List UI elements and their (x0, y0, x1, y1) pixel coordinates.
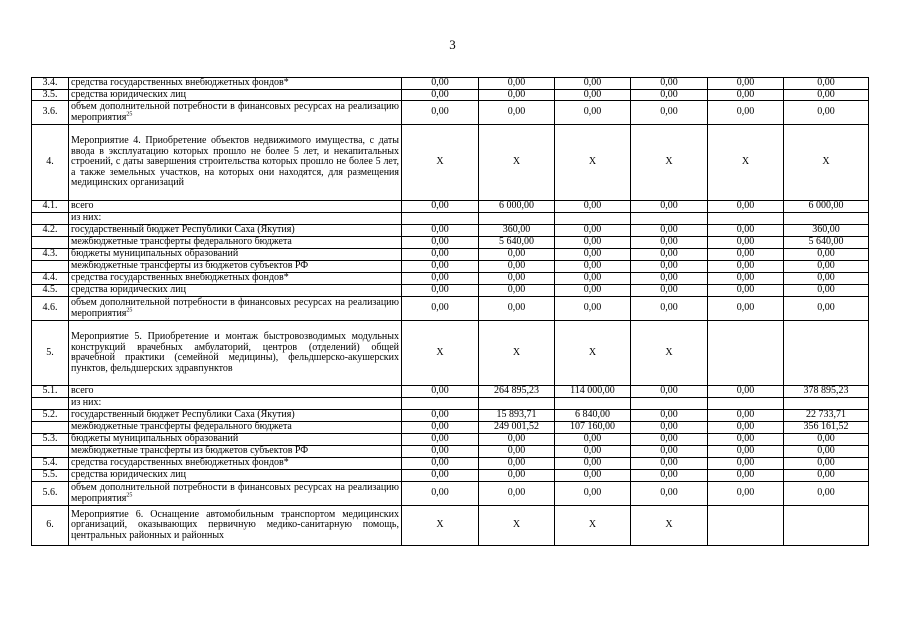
value-cell-1: 0,00 (402, 410, 479, 422)
table-row (32, 434, 869, 446)
value-cell-5 (708, 398, 784, 410)
value-cell-1: 0,00 (402, 89, 479, 101)
value-cell-6: 0,00 (784, 273, 869, 285)
row-description (69, 249, 402, 261)
value-cell-3: 0,00 (555, 101, 631, 125)
value-cell-6 (784, 213, 869, 225)
row-description (69, 125, 402, 201)
row-number: 6. (32, 506, 69, 546)
value-cell-1: 0,00 (402, 101, 479, 125)
value-cell-2: X (479, 506, 555, 546)
value-cell-1: 0,00 (402, 249, 479, 261)
value-cell-2: 0,00 (479, 458, 555, 470)
value-cell-1: 0,00 (402, 422, 479, 434)
row-number: 5.2. (32, 410, 69, 422)
financing-table (31, 77, 869, 546)
value-cell-2: X (479, 321, 555, 386)
value-cell-2: 360,00 (479, 225, 555, 237)
row-description (69, 273, 402, 285)
row-description-text: объем дополнительной потребности в финансовых ресурсах на реализацию мероприятия (71, 101, 399, 123)
value-cell-3: X (555, 125, 631, 201)
table-row (32, 101, 869, 125)
row-description-text: государственный бюджет Республики Саха (Якутия) (71, 224, 295, 236)
table-row (32, 125, 869, 201)
value-cell-5 (708, 506, 784, 546)
value-cell-3: 0,00 (555, 273, 631, 285)
row-description (69, 410, 402, 422)
value-cell-5: 0,00 (708, 201, 784, 213)
row-number (32, 261, 69, 273)
table-row (32, 458, 869, 470)
value-cell-6: 6 000,00 (784, 201, 869, 213)
table-row (32, 470, 869, 482)
value-cell-1: X (402, 506, 479, 546)
row-description (69, 321, 402, 386)
row-number (32, 422, 69, 434)
value-cell-4: 0,00 (631, 470, 708, 482)
value-cell-3: 0,00 (555, 434, 631, 446)
value-cell-1: 0,00 (402, 261, 479, 273)
table-body (32, 78, 869, 546)
value-cell-1: 0,00 (402, 446, 479, 458)
row-number: 4.4. (32, 273, 69, 285)
row-description-text: средства юридических лиц (71, 469, 186, 481)
value-cell-2: 0,00 (479, 434, 555, 446)
row-description-text: средства государственных внебюджетных фондов* (71, 272, 289, 284)
value-cell-1: 0,00 (402, 482, 479, 506)
value-cell-5: 0,00 (708, 458, 784, 470)
value-cell-6: X (784, 125, 869, 201)
table-row (32, 201, 869, 213)
value-cell-6: 0,00 (784, 89, 869, 101)
row-number: 5.5. (32, 470, 69, 482)
row-description (69, 398, 402, 410)
row-description-text: всего (71, 385, 94, 397)
row-description (69, 506, 402, 546)
value-cell-6 (784, 506, 869, 546)
row-description-text: государственный бюджет Республики Саха (Якутия) (71, 409, 295, 421)
value-cell-3: 0,00 (555, 225, 631, 237)
value-cell-3: X (555, 321, 631, 386)
value-cell-3: 107 160,00 (555, 422, 631, 434)
value-cell-1: 0,00 (402, 297, 479, 321)
row-description-text: межбюджетные трансферты федерального бюджета (71, 236, 292, 248)
value-cell-5: 0,00 (708, 249, 784, 261)
value-cell-4: 0,00 (631, 458, 708, 470)
value-cell-2: 0,00 (479, 482, 555, 506)
value-cell-3: 0,00 (555, 285, 631, 297)
value-cell-5: 0,00 (708, 434, 784, 446)
row-number (32, 213, 69, 225)
footnote-marker: 25 (126, 492, 133, 499)
value-cell-5: X (708, 125, 784, 201)
value-cell-6: 0,00 (784, 297, 869, 321)
value-cell-3: 6 840,00 (555, 410, 631, 422)
value-cell-2: 249 001,52 (479, 422, 555, 434)
value-cell-6: 0,00 (784, 101, 869, 125)
value-cell-5: 0,00 (708, 237, 784, 249)
row-description (69, 78, 402, 90)
value-cell-2: 0,00 (479, 78, 555, 90)
value-cell-1: X (402, 125, 479, 201)
row-number: 4.5. (32, 285, 69, 297)
value-cell-6 (784, 398, 869, 410)
row-number: 3.4. (32, 78, 69, 90)
value-cell-1: 0,00 (402, 201, 479, 213)
value-cell-6: 22 733,71 (784, 410, 869, 422)
value-cell-1 (402, 398, 479, 410)
value-cell-6: 0,00 (784, 482, 869, 506)
value-cell-1: 0,00 (402, 470, 479, 482)
value-cell-4: 0,00 (631, 410, 708, 422)
value-cell-2: 5 640,00 (479, 237, 555, 249)
value-cell-4: 0,00 (631, 285, 708, 297)
row-number: 5.3. (32, 434, 69, 446)
row-description-text: средства юридических лиц (71, 284, 186, 296)
table-row (32, 422, 869, 434)
value-cell-5: 0,00 (708, 225, 784, 237)
value-cell-4 (631, 398, 708, 410)
table-row (32, 410, 869, 422)
value-cell-5 (708, 213, 784, 225)
row-description-text: Мероприятие 6. Оснащение автомобильным транспортом медицинских организаций, оказывающих первичную медико-санитарную помощь, центральных районных и районных (71, 508, 399, 541)
row-number: 5.1. (32, 386, 69, 398)
value-cell-6: 378 895,23 (784, 386, 869, 398)
value-cell-5: 0,00 (708, 285, 784, 297)
value-cell-2 (479, 213, 555, 225)
value-cell-3: 0,00 (555, 446, 631, 458)
value-cell-4: 0,00 (631, 297, 708, 321)
page-number: 3 (449, 37, 456, 52)
value-cell-5: 0,00 (708, 446, 784, 458)
value-cell-6: 0,00 (784, 434, 869, 446)
value-cell-3 (555, 398, 631, 410)
row-description (69, 237, 402, 249)
value-cell-1: 0,00 (402, 434, 479, 446)
value-cell-3: 0,00 (555, 78, 631, 90)
value-cell-6: 0,00 (784, 285, 869, 297)
row-description-text: из них: (71, 397, 102, 409)
value-cell-2: 0,00 (479, 285, 555, 297)
value-cell-4: 0,00 (631, 89, 708, 101)
value-cell-1: 0,00 (402, 225, 479, 237)
row-number: 4.6. (32, 297, 69, 321)
table-row (32, 386, 869, 398)
value-cell-2: X (479, 125, 555, 201)
value-cell-4 (631, 213, 708, 225)
value-cell-2: 0,00 (479, 470, 555, 482)
value-cell-4: 0,00 (631, 225, 708, 237)
table-row (32, 273, 869, 285)
value-cell-5: 0,00 (708, 386, 784, 398)
row-number (32, 398, 69, 410)
row-description-text: из них: (71, 212, 102, 224)
value-cell-3: 0,00 (555, 89, 631, 101)
value-cell-2: 0,00 (479, 446, 555, 458)
value-cell-4: 0,00 (631, 261, 708, 273)
value-cell-2: 15 893,71 (479, 410, 555, 422)
row-description-text: межбюджетные трансферты из бюджетов субъектов РФ (71, 445, 309, 457)
row-number: 3.5. (32, 89, 69, 101)
value-cell-1: 0,00 (402, 78, 479, 90)
row-description (69, 458, 402, 470)
row-description (69, 101, 402, 125)
table-row (32, 398, 869, 410)
row-description-text: межбюджетные трансферты из бюджетов субъектов РФ (71, 260, 309, 272)
table-row (32, 225, 869, 237)
table-row (32, 237, 869, 249)
value-cell-2: 0,00 (479, 273, 555, 285)
table-row (32, 89, 869, 101)
row-description (69, 482, 402, 506)
value-cell-4: 0,00 (631, 201, 708, 213)
value-cell-6: 0,00 (784, 249, 869, 261)
value-cell-5: 0,00 (708, 101, 784, 125)
value-cell-2 (479, 398, 555, 410)
row-number: 4.2. (32, 225, 69, 237)
value-cell-4: 0,00 (631, 78, 708, 90)
value-cell-2: 0,00 (479, 101, 555, 125)
value-cell-4: 0,00 (631, 386, 708, 398)
row-number: 5.4. (32, 458, 69, 470)
value-cell-5 (708, 321, 784, 386)
value-cell-4: 0,00 (631, 446, 708, 458)
value-cell-3: 0,00 (555, 261, 631, 273)
row-description-text: бюджеты муниципальных образований (71, 248, 239, 260)
value-cell-1 (402, 213, 479, 225)
value-cell-5: 0,00 (708, 410, 784, 422)
row-description-text: бюджеты муниципальных образований (71, 433, 239, 445)
value-cell-3: 0,00 (555, 201, 631, 213)
value-cell-6 (784, 321, 869, 386)
value-cell-1: 0,00 (402, 458, 479, 470)
value-cell-6: 0,00 (784, 470, 869, 482)
value-cell-5: 0,00 (708, 273, 784, 285)
row-description (69, 386, 402, 398)
table-row (32, 261, 869, 273)
value-cell-6: 5 640,00 (784, 237, 869, 249)
value-cell-2: 0,00 (479, 89, 555, 101)
value-cell-6: 360,00 (784, 225, 869, 237)
value-cell-3: 0,00 (555, 249, 631, 261)
row-description (69, 470, 402, 482)
value-cell-3: X (555, 506, 631, 546)
value-cell-2: 0,00 (479, 297, 555, 321)
table-row (32, 285, 869, 297)
value-cell-3: 0,00 (555, 470, 631, 482)
value-cell-4: 0,00 (631, 273, 708, 285)
row-description (69, 225, 402, 237)
value-cell-5: 0,00 (708, 89, 784, 101)
table-row (32, 78, 869, 90)
value-cell-1: 0,00 (402, 273, 479, 285)
value-cell-5: 0,00 (708, 78, 784, 90)
value-cell-1: 0,00 (402, 285, 479, 297)
value-cell-3: 0,00 (555, 297, 631, 321)
value-cell-4: 0,00 (631, 249, 708, 261)
table-row (32, 506, 869, 546)
row-description (69, 285, 402, 297)
row-description-text: Мероприятие 5. Приобретение и монтаж быстровозводимых модульных конструкций врачебных амбулаторий, центров (отделений) общей врачебной практики (семейной медицины), фельдшерско-акушерских пунктов, фельдшерских здравпунктов (71, 331, 399, 374)
row-description (69, 297, 402, 321)
row-number: 3.6. (32, 101, 69, 125)
row-description-text: объем дополнительной потребности в финансовых ресурсах на реализацию мероприятия (71, 297, 399, 319)
value-cell-4: 0,00 (631, 101, 708, 125)
value-cell-4: X (631, 506, 708, 546)
row-description (69, 201, 402, 213)
value-cell-6: 356 161,52 (784, 422, 869, 434)
value-cell-5: 0,00 (708, 261, 784, 273)
value-cell-5: 0,00 (708, 482, 784, 506)
value-cell-4: 0,00 (631, 434, 708, 446)
row-number: 4.3. (32, 249, 69, 261)
row-number (32, 446, 69, 458)
value-cell-1: X (402, 321, 479, 386)
row-description-text: средства юридических лиц (71, 88, 186, 100)
value-cell-6: 0,00 (784, 446, 869, 458)
value-cell-2: 6 000,00 (479, 201, 555, 213)
row-number (32, 237, 69, 249)
value-cell-5: 0,00 (708, 422, 784, 434)
value-cell-2: 0,00 (479, 261, 555, 273)
value-cell-2: 264 895,23 (479, 386, 555, 398)
table-row (32, 213, 869, 225)
table-row (32, 249, 869, 261)
table-row (32, 482, 869, 506)
table-row (32, 297, 869, 321)
value-cell-1: 0,00 (402, 237, 479, 249)
value-cell-3 (555, 213, 631, 225)
row-description-text: всего (71, 200, 94, 212)
value-cell-5: 0,00 (708, 470, 784, 482)
row-description (69, 89, 402, 101)
row-number: 5. (32, 321, 69, 386)
row-description-text: средства государственных внебюджетных фондов* (71, 77, 289, 88)
value-cell-6: 0,00 (784, 458, 869, 470)
value-cell-4: X (631, 321, 708, 386)
value-cell-1: 0,00 (402, 386, 479, 398)
value-cell-3: 0,00 (555, 482, 631, 506)
value-cell-3: 0,00 (555, 237, 631, 249)
footnote-marker: 25 (126, 111, 133, 118)
value-cell-6: 0,00 (784, 78, 869, 90)
value-cell-5: 0,00 (708, 297, 784, 321)
value-cell-4: 0,00 (631, 422, 708, 434)
value-cell-4: 0,00 (631, 237, 708, 249)
value-cell-3: 114 000,00 (555, 386, 631, 398)
row-description (69, 434, 402, 446)
row-description-text: Мероприятие 4. Приобретение объектов недвижимого имущества, с даты ввода в эксплуатацию которых прошло не более 5 лет, и некапитальных строений, с даты завершения строительства которых прошло не более 5 лет, а также земельных участков, на которых они находятся, для размещения медицинских организаций (71, 135, 399, 189)
row-number: 4. (32, 125, 69, 201)
footnote-marker: 25 (126, 307, 133, 314)
value-cell-2: 0,00 (479, 249, 555, 261)
row-description (69, 213, 402, 225)
value-cell-4: X (631, 125, 708, 201)
table-row (32, 321, 869, 386)
value-cell-4: 0,00 (631, 482, 708, 506)
row-number: 4.1. (32, 201, 69, 213)
row-description (69, 446, 402, 458)
value-cell-3: 0,00 (555, 458, 631, 470)
row-description (69, 261, 402, 273)
row-description (69, 422, 402, 434)
row-number: 5.6. (32, 482, 69, 506)
row-description-text: объем дополнительной потребности в финансовых ресурсах на реализацию мероприятия (71, 482, 399, 504)
row-description-text: межбюджетные трансферты федерального бюджета (71, 421, 292, 433)
value-cell-6: 0,00 (784, 261, 869, 273)
table-row (32, 446, 869, 458)
row-description-text: средства государственных внебюджетных фондов* (71, 457, 289, 469)
